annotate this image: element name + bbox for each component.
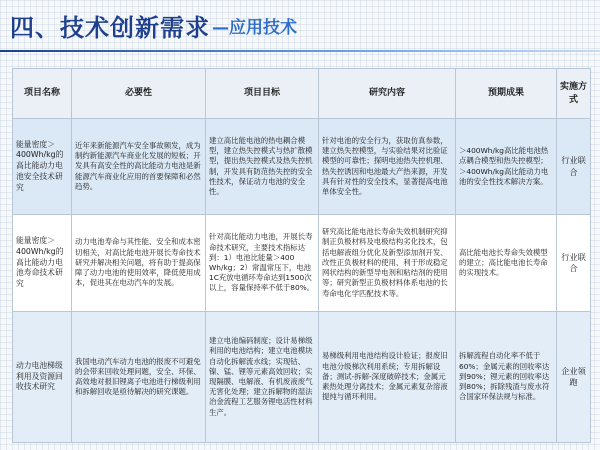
cell-content: 易梯级利用电池结构设计验证；报废旧电池分级梯次利用系统；专用拆解设备；测试-拆解-深度破碎技术；金属元素热处理分离技术；金属元素复杂溶液提纯与循环利用。 [319, 312, 456, 443]
cell-content: 针对电池的安全行为，获取仿真参数，建立热失控模型，与实验结果对比验证模型的可靠性；探明电池热失控机理、热失控诱因和电池最大产热来源，开发具有针对性的安全技术，显著提高电池单体安全性。 [319, 119, 456, 215]
table-row [13, 119, 591, 215]
cell-project-name: 能量密度＞400Wh/kg的高比能动力电池寿命技术研究 [13, 215, 72, 312]
table-row [13, 312, 591, 443]
cell-goal: 建立电池编码制度；设计易梯级利用的电池结构；建立电池模块自动化拆解流水线；实现钴、镍、锰、锂等元素高效回收；实现隔膜、电解液、有机废液废气无害化处理；建立拆解物的湿法冶金流程工艺服务锂电活性材料生产。 [206, 312, 319, 443]
cell-content: 研究高比能电池长寿命失效机制研究抑制正负极材料及电极结构劣化技术，包括电解液组分优化及新型添加剂开发、改性正负极材料的使用、利于形成稳定网状结构的新型导电剂和粘结剂的使用等；研究新型正负极材料体系电池的长寿命电化学匹配技术等。 [319, 215, 456, 312]
cell-goal: 针对高比能动力电池，开展长寿命技术研究，主要技术指标达到：1）电池比能量＞400 Wh/kg；2）常温常压下，电池1C充放电循环寿命达到1500次以上，容量保持率不低于80%。 [206, 215, 319, 312]
slide-header [0, 0, 600, 50]
column-header-necessity: 必要性 [72, 69, 206, 119]
requirements-table [12, 68, 591, 443]
cell-necessity: 近年来新能源汽车安全事故频发，成为制约新能源汽车商业化发展的短板；开发具有高安全性的高比能动力电池是新能源汽车商业化应用的首要保障和必然趋势。 [72, 119, 206, 215]
table-header-row [13, 69, 591, 119]
column-header-name: 项目名称 [13, 69, 72, 119]
cell-mode: 行业联合 [557, 215, 591, 312]
requirements-table-container [12, 68, 590, 442]
cell-project-name: 动力电池梯级利用及资源回收技术研究 [13, 312, 72, 443]
cell-necessity: 动力电池寿命与其性能、安全和成本密切相关，对高比能电池开展长寿命技术研究并解决相关问题，将有助于提高保障了动力电池的使用效率，降低使用成本，促进其在电动汽车的发展。 [72, 215, 206, 312]
cell-outcome: ＞400Wh/kg高比能电池热点耦合模型和热失控模型；＞400Wh/kg高比能动力电池的安全性技术解决方案。 [456, 119, 557, 215]
cell-mode: 行业联合 [557, 119, 591, 215]
column-header-mode: 实施方式 [557, 69, 591, 119]
page-subtitle: —应用技术 [212, 17, 297, 38]
table-row [13, 215, 591, 312]
header-divider [0, 50, 600, 52]
column-header-outcome: 预期成果 [456, 69, 557, 119]
cell-project-name: 能量密度＞400Wh/kg的高比能动力电池安全技术研究 [13, 119, 72, 215]
cell-necessity: 我国电动汽车动力电池的报废不可避免的会带来回收处理问题，安全、环保、高效地对报旧锂离子电池进行梯级利用和拆解回收是亟待解决的研究课题。 [72, 312, 206, 443]
cell-goal: 建立高比能电池的热电耦合模型，建立热失控模式与热扩散模型，提出热失控模式及热失控机制，开发具有防范热失控的安全性技术，保证动力电池的安全性。 [206, 119, 319, 215]
page-title: 四、技术创新需求 [10, 13, 210, 42]
column-header-goal: 项目目标 [206, 69, 319, 119]
cell-outcome: 高比能电池长寿命失效模型的建立；高比能电池长寿命的实现技术。 [456, 215, 557, 312]
cell-mode: 企业领跑 [557, 312, 591, 443]
column-header-content: 研究内容 [319, 69, 456, 119]
cell-outcome: 拆解流程自动化率不低于60%；金属元素的回收率达到90%；锂元素的回收率达到80%；拆除残渣与废水符合国家环保法规与标准。 [456, 312, 557, 443]
